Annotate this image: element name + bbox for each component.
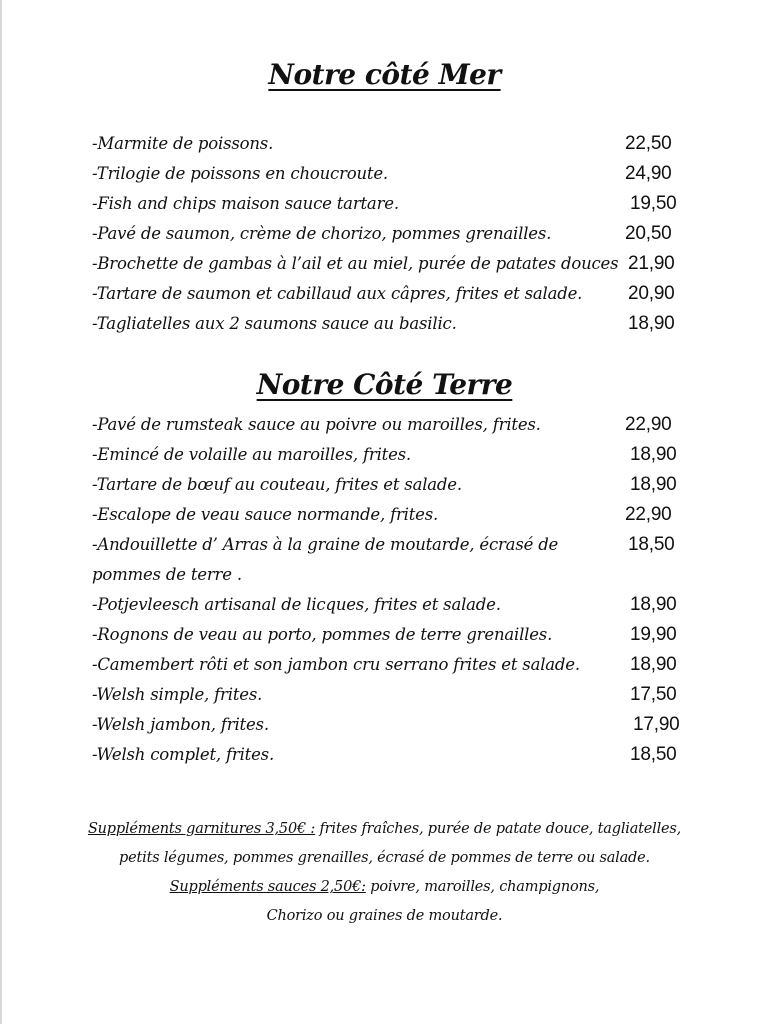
dish-price: 18,90 (630, 444, 677, 465)
list-item (92, 159, 692, 189)
list-item (92, 219, 692, 249)
dish-name: -Camembert rôti et son jambon cru serrano frites et salade. (92, 655, 580, 674)
dish-price: 22,90 (625, 504, 672, 525)
dish-price: 20,50 (625, 223, 672, 244)
supplements-block (0, 815, 769, 931)
list-item (92, 410, 692, 440)
dish-name: -Rognons de veau au porto, pommes de terre grenailles. (92, 625, 553, 644)
dish-price: 18,90 (628, 313, 675, 334)
dish-price: 21,90 (628, 253, 675, 274)
dish-name: -Potjevleesch artisanal de licques, frites et salade. (92, 595, 501, 614)
dish-name: -Tartare de bœuf au couteau, frites et salade. (92, 475, 462, 494)
list-item (92, 470, 692, 500)
dish-name: -Emincé de volaille au maroilles, frites. (92, 445, 411, 464)
dish-name: -Fish and chips maison sauce tartare. (92, 194, 399, 213)
dish-price: 20,90 (628, 283, 675, 304)
supplements-sauces-line-2: Chorizo ou graines de moutarde. (266, 908, 503, 924)
list-item (92, 530, 692, 590)
dish-name: -Andouillette d’ Arras à la graine de moutarde, écrasé de pommes de terre . (92, 535, 559, 584)
list-item (92, 440, 692, 470)
supplements-garnitures-label: Suppléments garnitures 3,50€ : (87, 821, 316, 837)
list-item (92, 309, 692, 339)
supplements-sauces-text: poivre, maroilles, champignons, (365, 879, 600, 895)
dish-price: 19,50 (630, 193, 677, 214)
dish-name: -Pavé de rumsteak sauce au poivre ou maroilles, frites. (92, 415, 541, 434)
dish-price: 18,90 (630, 474, 677, 495)
dish-name: -Marmite de poissons. (92, 134, 274, 153)
dish-price: 18,50 (630, 744, 677, 765)
supplements-sauces-line-1 (0, 873, 769, 902)
dish-price: 17,90 (633, 714, 680, 735)
dish-price: 22,90 (625, 414, 672, 435)
dish-name: -Tartare de saumon et cabillaud aux câpres, frites et salade. (92, 284, 583, 303)
dish-name: -Trilogie de poissons en choucroute. (92, 164, 388, 183)
supplements-garnitures-line-1 (0, 815, 769, 844)
dish-price: 18,90 (630, 654, 677, 675)
dish-price: 18,50 (628, 534, 675, 555)
section-title-terre: Notre Côté Terre (256, 368, 513, 401)
dish-name: -Pavé de saumon, crème de chorizo, pommes grenailles. (92, 224, 552, 243)
list-item (92, 680, 692, 710)
dish-price: 18,90 (630, 594, 677, 615)
list-item (92, 710, 692, 740)
dish-price: 24,90 (625, 163, 672, 184)
dish-name: -Tagliatelles aux 2 saumons sauce au basilic. (92, 314, 457, 333)
dish-price: 19,90 (630, 624, 677, 645)
menu-list-mer (92, 129, 692, 339)
list-item (92, 189, 692, 219)
dish-name: -Escalope de veau sauce normande, frites. (92, 505, 439, 524)
dish-name: -Welsh jambon, frites. (92, 715, 269, 734)
menu-list-terre (92, 410, 692, 770)
list-item (92, 650, 692, 680)
supplements-garnitures-line-2: petits légumes, pommes grenailles, écrasé de pommes de terre ou salade. (119, 850, 650, 866)
supplements-garnitures-text: frites fraîches, purée de patate douce, tagliatelles, (315, 821, 682, 837)
dish-name: -Welsh complet, frites. (92, 745, 274, 764)
list-item (92, 740, 692, 770)
dish-price: 22,50 (625, 133, 672, 154)
list-item (92, 129, 692, 159)
section-title-mer: Notre côté Mer (268, 58, 501, 91)
list-item (92, 500, 692, 530)
dish-name: -Welsh simple, frites. (92, 685, 263, 704)
list-item (92, 590, 692, 620)
supplements-sauces-label: Suppléments sauces 2,50€: (169, 879, 366, 895)
dish-name: -Brochette de gambas à l’ail et au miel, purée de patates douces (92, 254, 619, 273)
dish-price: 17,50 (630, 684, 677, 705)
list-item (92, 249, 692, 279)
list-item (92, 279, 692, 309)
list-item (92, 620, 692, 650)
